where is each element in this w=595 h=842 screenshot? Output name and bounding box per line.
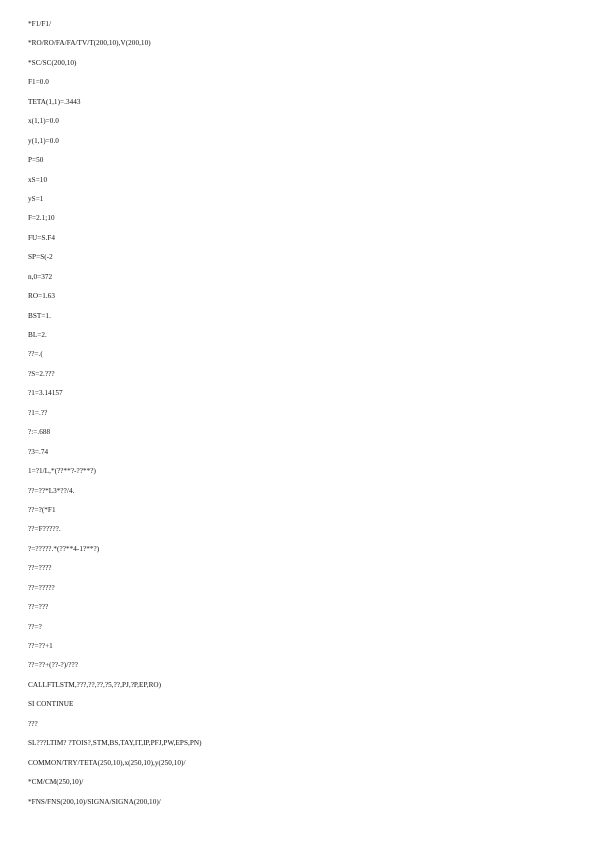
code-line: ?3=.74	[28, 447, 49, 456]
code-line: ?=?????.*(??**4-1?**?)	[28, 544, 100, 553]
code-line: F=2.1;10	[28, 214, 55, 223]
code-line: 1=?1/L,*(??**?-??**?)	[28, 467, 96, 476]
code-line: ?S=2.???	[28, 369, 55, 378]
code-line: CALLFTLSTM,???,??,??,?5,??,PJ,?P,EP,RO)	[28, 680, 162, 689]
code-listing	[28, 19, 202, 816]
code-line: ??=???	[28, 603, 49, 612]
code-line: *CM/CM(250,10)/	[28, 778, 84, 787]
code-line: y(1,1)=0.0	[28, 136, 59, 145]
code-line: RO=1.63	[28, 292, 55, 301]
code-line: ??=?????	[28, 583, 55, 592]
code-line: yS=1	[28, 194, 44, 203]
code-line: BST=1.	[28, 311, 51, 320]
code-line: x(1,1)=0.0	[28, 117, 59, 126]
code-line: *FNS/FNS(200,10)/SIGNA/SIGNA(200,10)/	[28, 797, 161, 806]
code-line: ?:=.688	[28, 428, 51, 437]
code-line: SI CONTINUE	[28, 700, 74, 709]
code-line: *RO/RO/FA/FA/TV/T(200,10),V(200,10)	[28, 39, 151, 48]
code-line: COMMON/TRY/TETA(250,10),x(250,10),y(250,10)/	[28, 758, 186, 767]
code-line: ??=??*L3*??/4.	[28, 486, 75, 495]
code-line: ??=F?????.	[28, 525, 61, 534]
code-line: FU=S.F4	[28, 233, 55, 242]
code-line: n,0=372	[28, 272, 53, 281]
code-line: SP=S(-2	[28, 253, 53, 262]
code-line: *SC/SC(200,10)	[28, 58, 77, 67]
code-line: F1=0.0	[28, 78, 49, 87]
code-line: ??=.(	[28, 350, 43, 359]
code-line: ??=????	[28, 564, 52, 573]
code-line: ??=??+(??-?)/???	[28, 661, 78, 670]
code-line: xS=10	[28, 175, 48, 184]
code-line: ??=??+1	[28, 642, 53, 650]
code-line: *F1/F1/	[28, 20, 52, 28]
code-line: ???	[28, 719, 38, 728]
code-line: TETA(1,1)=.3443	[28, 97, 81, 106]
code-line: ??=?	[28, 622, 42, 631]
code-line: ?1=.??	[28, 408, 48, 417]
code-line: ?1=3.14157	[28, 389, 63, 398]
code-line: ??=?(*F1	[28, 505, 56, 514]
code-line: P=50	[28, 156, 44, 165]
code-line: SL???LTIM? ?TOIS?,STM,BS,TAY,IT,IP,PFJ,PW,EPS,PN)	[28, 739, 202, 748]
code-line: BL=2.	[28, 331, 47, 339]
